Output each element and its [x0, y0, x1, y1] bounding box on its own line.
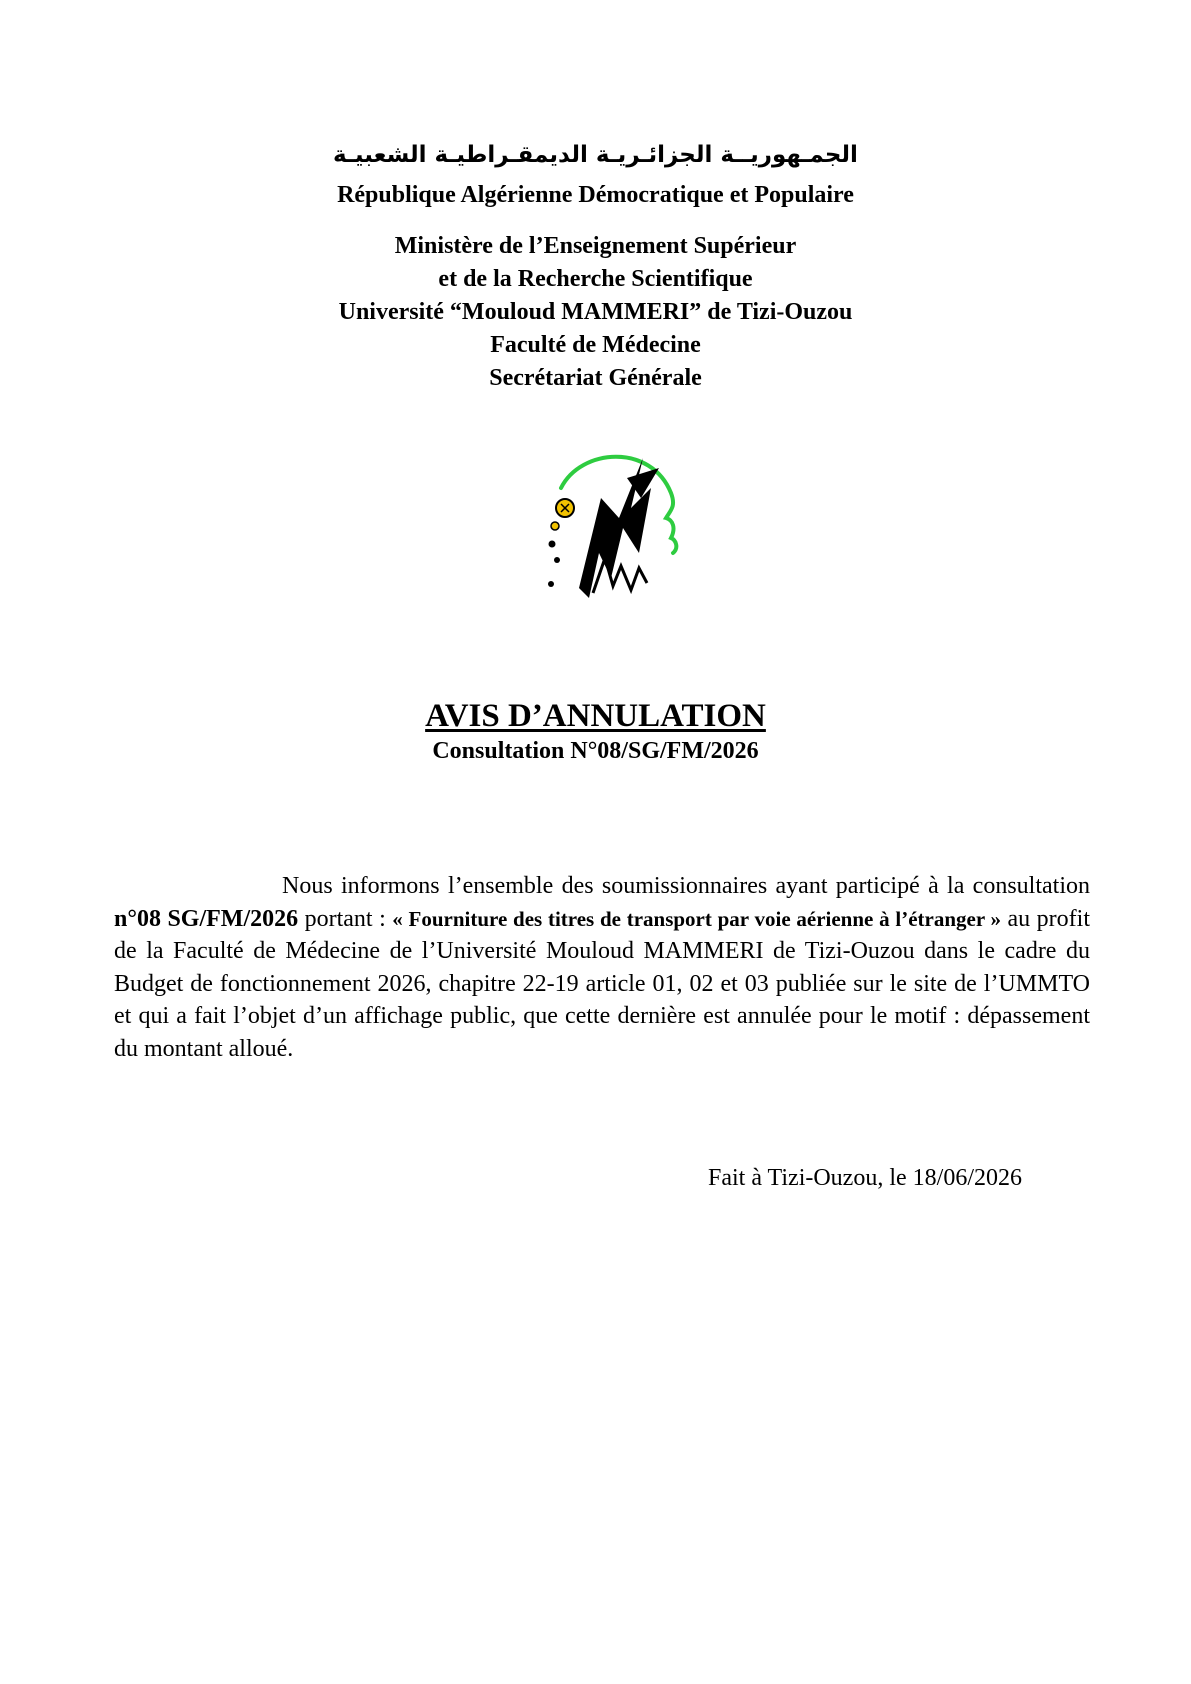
body-text-part3: au profit de la Faculté de Médecine de l’Université Mouloud MAMMERI de Tizi-Ouzou dans le cadre du Budget de fonctionnement 2026, chapitre 22-19 article 01, 02 et 03 publiée sur le site de l’UMMTO et qui a fait l’objet d’un affichage public, que cette dernière est annulée pour le motif : dépassement du montant alloué.: [114, 905, 1090, 1062]
consultation-reference: n°08 SG/FM/2026: [114, 905, 299, 932]
body-text-part1: Nous informons l’ensemble des soumissionnaires ayant participé à la consultation: [282, 873, 1090, 899]
consultation-object: « Fourniture des titres de transport par voie aérienne à l’étranger »: [392, 906, 1002, 931]
institution-block: [0, 230, 1191, 395]
university-line: Université “Mouloud MAMMERI” de Tizi-Ouzou: [338, 299, 853, 325]
body-text-part2: portant :: [298, 905, 393, 932]
place-date: Fait à Tizi-Ouzou, le 18/06/2026: [708, 1165, 1022, 1191]
faculty-line: Faculté de Médecine: [490, 332, 701, 358]
ministry-line: Ministère de l’Enseignement Supérieur: [394, 233, 797, 259]
arabic-republic-title: الجمـهوريــة الجزائـريـة الديمقـراطيـة الشعبيـة: [333, 142, 858, 168]
notice-subtitle: Consultation N°08/SG/FM/2026: [432, 738, 759, 764]
notice-body: [114, 870, 1090, 1065]
ministry-line-2: et de la Recherche Scientifique: [438, 266, 753, 292]
notice-title: AVIS D’ANNULATION: [425, 698, 766, 734]
notice-heading: [0, 696, 1191, 766]
secretariat-line: Secrétariat Générale: [489, 365, 702, 391]
university-logo-icon: [531, 448, 696, 608]
republic-title: République Algérienne Démocratique et Populaire: [337, 182, 854, 208]
